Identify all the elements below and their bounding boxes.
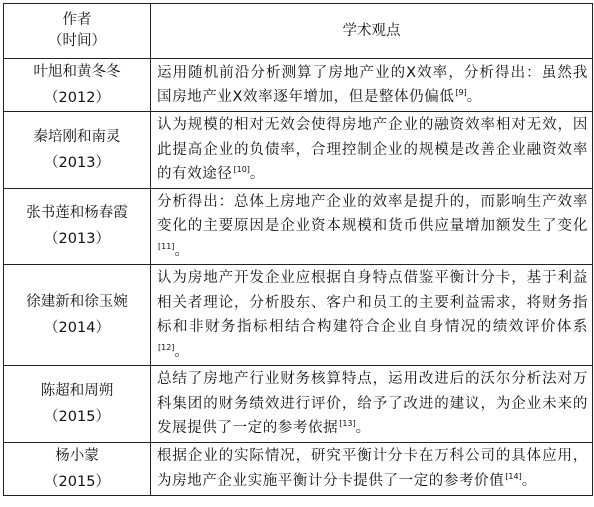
author-year: （2015）	[44, 473, 110, 490]
author-column-header	[4, 4, 151, 59]
view-cell	[151, 366, 593, 443]
citation-ref: [13]	[339, 419, 356, 429]
time-header-label: （时间）	[48, 33, 106, 49]
view-text: 认为房地产开发企业应根据自身特点借鉴平衡计分卡，基于利益相关者理论，分析股东、客户和员工的主要利益需求，将财务指标和非财务指标相结合构建符合企业自身情况的绩效评价体系	[157, 270, 588, 335]
table-row	[4, 188, 593, 265]
view-text: 根据企业的实际情况，研究平衡计分卡在万科公司的具体应用，为房地产企业实施平衡计分卡提供了一定的参考价值	[157, 448, 588, 489]
citation-ref: [10]	[233, 165, 250, 175]
view-column-header: 学术观点	[151, 4, 593, 59]
author-name: 叶旭和黄冬冬	[33, 64, 121, 80]
literature-review-table	[3, 3, 593, 496]
author-name: 陈超和周朔	[40, 382, 114, 399]
view-cell	[151, 265, 593, 366]
view-text-end: 。	[521, 472, 537, 489]
author-name: 徐建新和徐玉婉	[26, 294, 128, 310]
view-text: 运用随机前沿分析测算了房地产业的X效率，分析得出：虽然我国房地产业X效率逐年增加，但是整体仍偏低	[157, 64, 588, 105]
author-header-label: 作者	[62, 12, 92, 28]
citation-ref: [12]	[158, 342, 175, 352]
view-cell	[151, 112, 593, 189]
view-text-end: 。	[249, 166, 266, 182]
view-text-end: 。	[466, 89, 482, 105]
table-header-row	[4, 4, 593, 59]
author-year: （2015）	[44, 408, 110, 425]
table-row	[4, 265, 593, 366]
author-cell	[4, 59, 151, 112]
citation-ref: [11]	[158, 241, 175, 251]
table-row	[4, 112, 593, 189]
citation-ref: [9]	[455, 88, 467, 98]
table-row	[4, 59, 593, 112]
author-name: 杨小蒙	[55, 447, 99, 464]
view-text-end: 。	[174, 242, 190, 259]
table-row	[4, 442, 593, 495]
table-row	[4, 366, 593, 443]
author-year: （2013）	[44, 231, 110, 248]
view-cell	[151, 188, 593, 265]
author-cell	[4, 366, 151, 443]
author-cell	[4, 188, 151, 265]
author-cell	[4, 112, 151, 189]
view-text-end: 。	[355, 420, 371, 436]
view-text-end: 。	[174, 343, 190, 360]
author-name: 秦培刚和南灵	[33, 128, 121, 145]
view-text: 分析得出：总体上房地产企业的效率是提升的，而影响生产效率变化的主要原因是企业资本规模和货币供应量增加额发生了变化	[157, 193, 588, 234]
view-text: 认为规模的相对无效会使得房地产企业的融资效率相对无效，因此提高企业的负债率，合理控制企业的规模是改善企业融资效率的有效途径	[157, 117, 588, 182]
citation-ref: [14]	[505, 471, 522, 481]
author-year: （2013）	[44, 154, 110, 171]
author-year: （2014）	[44, 320, 110, 336]
view-text: 总结了房地产行业财务核算特点，运用改进后的沃尔分析法对万科集团的财务绩效进行评价，给予了改进的建议，为企业未来的发展提供了一定的参考依据	[157, 371, 588, 436]
author-cell	[4, 442, 151, 495]
view-cell	[151, 59, 593, 112]
view-cell	[151, 442, 593, 495]
author-year: （2012）	[44, 90, 110, 106]
author-cell	[4, 265, 151, 366]
author-name: 张书莲和杨春霞	[26, 205, 128, 222]
